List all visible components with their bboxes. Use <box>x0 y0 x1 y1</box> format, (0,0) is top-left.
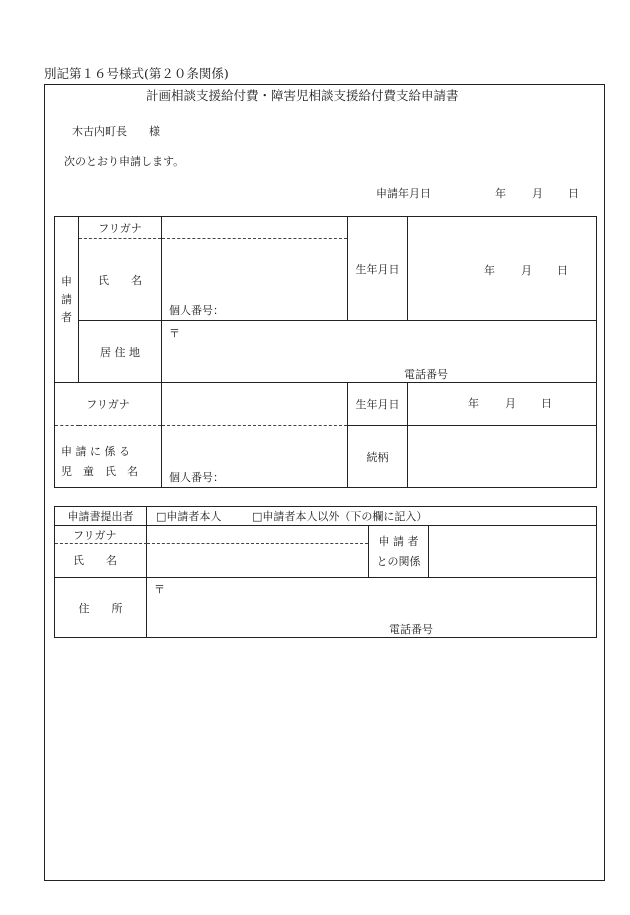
child-name-label <box>55 426 162 488</box>
addressee: 木古内町長 様 <box>72 125 160 138</box>
submitter-option-other[interactable]: □申請者本人以外（下の欄に記入） <box>252 510 428 523</box>
applicant-table <box>54 216 597 488</box>
child-birth-year: 年 <box>468 397 479 410</box>
form-title: 計画相談支援給付費・障害児相談支援給付費支給申請書 <box>146 88 459 103</box>
application-date-month: 月 <box>532 187 543 200</box>
applicant-birth-day: 日 <box>557 264 568 277</box>
child-name-label-line2: 児 童 氏 名 <box>61 465 138 478</box>
child-birth-month: 月 <box>505 397 516 410</box>
applicant-name-field[interactable] <box>162 239 348 321</box>
applicant-furigana-label: フリガナ <box>79 217 162 239</box>
applicant-furigana-input[interactable] <box>162 217 348 239</box>
intro-text: 次のとおり申請します。 <box>64 155 185 168</box>
child-name-field[interactable] <box>162 426 348 488</box>
applicant-section-label: 申 請 者 <box>55 217 79 383</box>
child-personal-number-label: 個人番号： <box>169 471 224 484</box>
child-name-label-line1: 申 請 に 係 る <box>61 445 130 458</box>
child-furigana-input[interactable] <box>162 383 348 426</box>
applicant-birth-year: 年 <box>484 264 495 277</box>
submitter-relation-line1: 申 請 者 <box>378 534 419 548</box>
child-furigana-label: フリガナ <box>55 383 162 426</box>
applicant-phone-label: 電話番号 <box>404 368 448 381</box>
child-birth-day: 日 <box>541 397 552 410</box>
submitter-name-field[interactable] <box>147 526 369 578</box>
submitter-relation-field[interactable] <box>429 526 597 578</box>
submitter-postal-mark: 〒 <box>154 583 165 596</box>
submitter-table <box>54 506 597 638</box>
applicant-address-label: 居 住 地 <box>79 321 162 383</box>
submitter-label: 申請書提出者 <box>55 507 147 526</box>
applicant-birth-label: 生年月日 <box>348 217 408 321</box>
submitter-name-label: 氏 名 <box>73 554 117 567</box>
child-birth-field[interactable] <box>408 383 597 426</box>
submitter-option-self[interactable]: □申請者本人 <box>156 510 222 523</box>
submitter-phone-label: 電話番号 <box>389 623 433 636</box>
submitter-furigana-label: フリガナ <box>73 529 117 542</box>
applicant-name-label: 氏 名 <box>79 239 162 321</box>
submitter-name-label-cell <box>55 526 147 578</box>
submitter-relation-line2: との関係 <box>376 554 421 568</box>
applicant-birth-field[interactable] <box>408 217 597 321</box>
submitter-address-label: 住 所 <box>55 578 147 638</box>
submitter-relation-label <box>369 526 429 578</box>
applicant-personal-number-label: 個人番号： <box>169 304 224 317</box>
application-date-year: 年 <box>495 187 506 200</box>
child-relation-field[interactable] <box>408 426 597 488</box>
application-date-label: 申請年月日 <box>376 187 431 200</box>
child-relation-label: 続柄 <box>348 426 408 488</box>
applicant-address-field[interactable] <box>162 321 597 383</box>
submitter-options <box>147 507 597 526</box>
child-birth-label: 生年月日 <box>348 383 408 426</box>
submitter-address-field[interactable] <box>147 578 597 638</box>
applicant-postal-mark: 〒 <box>169 327 180 340</box>
applicant-birth-month: 月 <box>521 264 532 277</box>
application-date-day: 日 <box>568 187 579 200</box>
form-header: 別記第１６号様式(第２０条関係) <box>44 66 229 81</box>
